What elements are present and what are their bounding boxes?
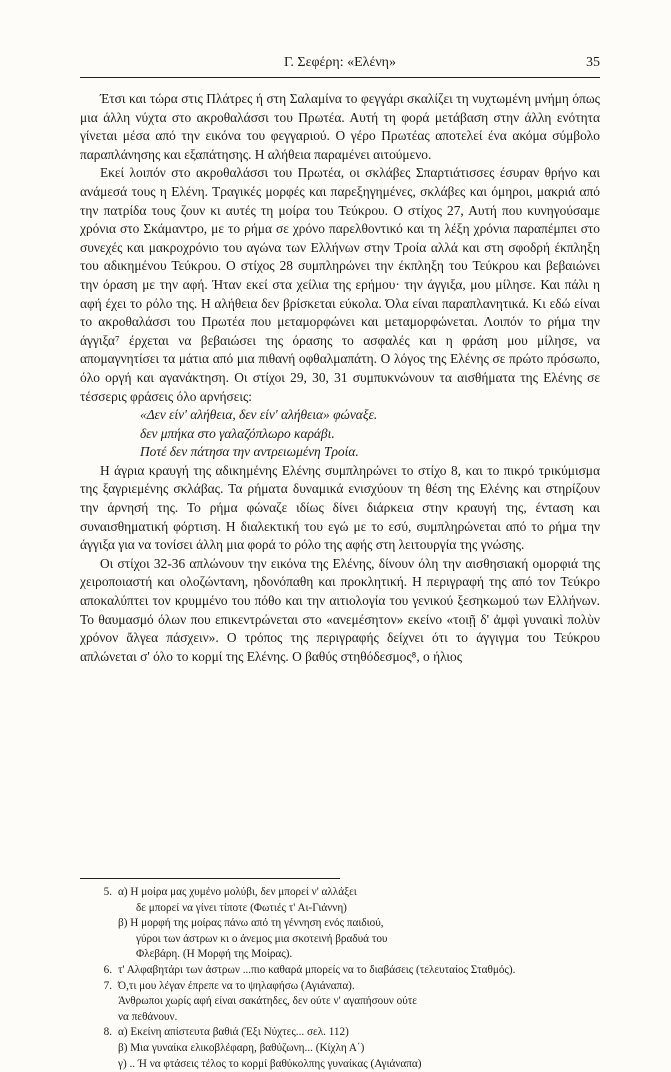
footnote-line: β) Μια γυναίκα ελικοβλέφαρη, βαθύζωνη... (Κίχλη Α΄) bbox=[118, 1041, 365, 1054]
page-number: 35 bbox=[586, 55, 600, 70]
header-rule bbox=[80, 77, 600, 78]
body-text bbox=[80, 90, 600, 666]
footnote-line: τ' Αλφαβητάρι των άστρων ...πιο καθαρά μπορείς να το διαβάσεις (τελευταίος Σταθμός). bbox=[118, 963, 516, 976]
paragraph: Εκεί λοιπόν στο ακροθαλάσσι του Πρωτέα, οι σκλάβες Σπαρτιάτισσες έσυραν θρήνο και ανάμεσά τους η Ελένη. Τραγικές μορφές και παρεξηγημένες, σκλάβες και όμηροι, μακριά από την πατρίδα τους ζουν κι αυτές τη μοίρα του Τεύκρου. Ο στίχος 27, Αυτή που κυνηγούσαμε χρόνια στο Σκάμαντρο, με το ρήμα σε χρόνο παρελθοντικό και τη λέξη χρόνια παραπέμπει στο συνεχές και μακροχρόνιο του αγώνα των Ελλήνων στην Τροία αλλά και στη σφοδρή έκπληξη του αδικημένου Τεύκρου. Ο στίχος 28 συμπληρώνει την έκπληξη του Τεύκρου και βεβαιώνει την όραση με την αφή. Ήταν εκεί στα χείλια της ερήμου· την άγγιξα, μου μίλησε. Και πάλι η αφή έχει το ρόλο της. Η αλήθεια δεν βρίσκεται εύκολα. Όλα είναι παραπλανητικά. Κι εδώ είναι το ακροθαλάσσι του Πρωτέα που μεταμορφώνει και μεταμορφώνεται. Λοιπόν το ρήμα την άγγιξα⁷ έρχεται να βεβαιώσει της όρασης το ασφαλές και η φράση μου μίλησε, να απομαγνητίσει τα μάτια από μια πιθανή οφθαλμαπάτη. Ο λόγος της Ελένης σε πρώτο πρόσωπο, όλο οργή και αγανάκτηση. Οι στίχοι 29, 30, 31 συμπυκνώνουν τα αισθήματα της Ελένης σε τέσσερις φράσεις όλο αρνήσεις: bbox=[80, 165, 600, 404]
footnote-line: β) Η μορφή της μοίρας πάνω από τη γέννηση ενός παιδιού, bbox=[118, 917, 384, 930]
footnote-6 bbox=[80, 963, 600, 979]
footnote-number: 7. bbox=[103, 979, 112, 992]
quote-line: Ποτέ δεν πάτησα την αντρειωμένη Τροία. bbox=[140, 444, 359, 460]
quote-line: «Δεν είν' αλήθεια, δεν είν' αλήθεια» φώναξε. bbox=[140, 407, 378, 423]
footnote-line: Ό,τι μου λέγαν έπρεπε να το ψηλαφήσω (Αγιάναπα). bbox=[118, 979, 355, 992]
footnote-5 bbox=[80, 885, 600, 963]
quote-line: δεν μπήκα στο γαλαζόπλωρο καράβι. bbox=[140, 425, 335, 441]
footnote-line: Φλεβάρη. (Η Μορφή της Μοίρας). bbox=[136, 948, 293, 961]
footnote-rule bbox=[80, 878, 340, 879]
footnote-line: δε μπορεί να γίνει τίποτε (Φωτιές τ' Αι-Γιάννη) bbox=[136, 901, 347, 914]
footnote-line: α) Εκείνη απίστευτα βαθιά (Έξι Νύχτες... σελ. 112) bbox=[118, 1026, 349, 1039]
paragraph: Η άγρια κραυγή της αδικημένης Ελένης συμπληρώνει το στίχο 8, και το πικρό τρικύμισμα της ξαγριεμένης σκλάβας. Τα ρήματα δυναμικά ενισχύουν τη θέση της Ελένης και στηρίζουν την άρνησή της. Το ρήμα φώναζε ιδίως δίνει διάρκεια στην κραυγή της, ένταση και συναισθηματική φόρτιση. Η διαλεκτική του εγώ με το εσύ, συμπληρώνεται από το ρήμα την άγγιξα για να τονίσει άλλη μια φορά το ρόλο της αφής στη λειτουργία της γνώσης. bbox=[80, 462, 600, 553]
footnote-number: 8. bbox=[103, 1026, 112, 1039]
footnote-7 bbox=[80, 979, 600, 1026]
footnote-number: 6. bbox=[103, 963, 112, 976]
footnote-line: Άνθρωποι χωρίς αφή είναι σακάτηδες, δεν ούτε ν' αγαπήσουν ούτε bbox=[118, 995, 417, 1008]
footnote-line: γύροι των άστρων κι ο άνεμος μια σκοτεινή βραδυά του bbox=[136, 932, 388, 945]
paragraph: Έτσι και τώρα στις Πλάτρες ή στη Σαλαμίνα το φεγγάρι σκαλίζει τη νυχτωμένη μνήμη όπως μια άλλη νύχτα στο ακροθαλάσσι του Πρωτέα. Αυτή τη φορά μετάβαση στην άλλη ενότητα γίνεται μέσα από την εικόνα του φεγγαριού. Ο γέρο Πρωτέας αποτελεί ένα ακόμα σύμβολο παραπλάνησης και εξαπάτησης. Η αλήθεια παραμένει αιτούμενο. bbox=[80, 91, 600, 162]
footnote-number: 5. bbox=[103, 886, 112, 898]
footnote-line: να πεθάνουν. bbox=[118, 1010, 178, 1023]
footnotes bbox=[80, 885, 600, 1072]
footnote-line: α) Η μοίρα μας χυμένο μολύβι, δεν μπορεί ν' αλλάξει bbox=[118, 886, 357, 898]
footnote-8 bbox=[80, 1025, 600, 1072]
footnote-line: γ) .. Ή να φτάσεις τέλος το κορμί βαθύκολπης γυναίκας (Αγιάναπα) bbox=[118, 1057, 422, 1070]
paragraph: Οι στίχοι 32-36 απλώνουν την εικόνα της Ελένης, δίνουν όλη την αισθησιακή ομορφιά της χειροποιαστή και ολοζώντανη, ηδονόπαθη και προκλητική. Η περιγραφή της από τον Τεύκρο αποκαλύπτει τον κρυμμένο του πόθο και την αιτιολογία του γενικού ξεσηκωμού των Ελλήνων. Το θαυμασμό όλων που επικεντρώνεται στο «ανεμέσητον» εκείνο «τοιῇ δ' ἀμφὶ γυναικὶ πολὺν χρόνον ἄλγεα πάσχειν». Ο τρόπος της περιγραφής δείχνει ότι το άγγιγμα του Τεύκρου απλώνεται σ' όλο το κορμί της Ελένης. Ο βαθύς στηθόδεσμος⁸, ο ήλιος bbox=[80, 555, 600, 664]
running-title: Γ. Σεφέρη: «Ελένη» bbox=[284, 55, 396, 70]
